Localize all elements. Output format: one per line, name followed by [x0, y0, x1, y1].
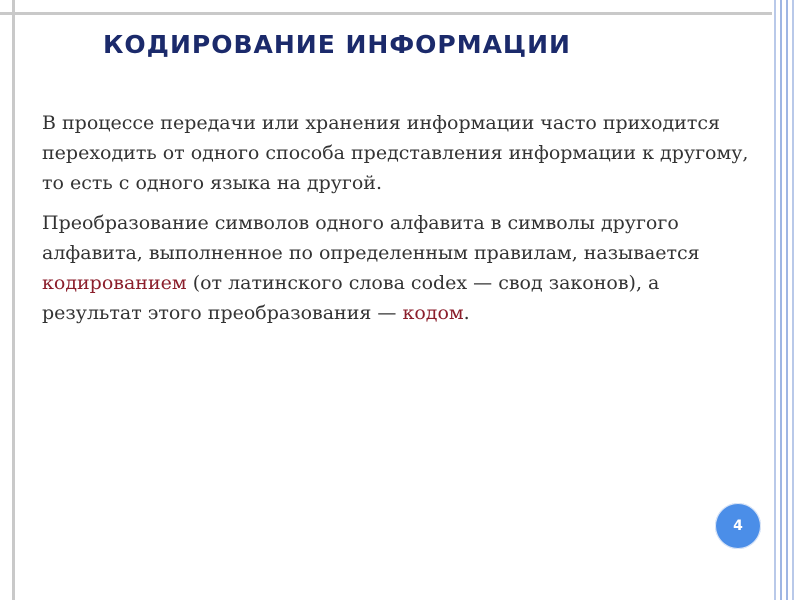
term-coding: кодированием: [42, 272, 187, 294]
term-code: кодом: [402, 302, 464, 324]
ribbon-stripe: [792, 0, 794, 600]
paragraph-2-part-2: (от латинского слова codex — свод законов), а результат этого преобразования —: [42, 272, 660, 324]
ribbon-stripe: [780, 0, 782, 600]
frame-left-line: [12, 0, 15, 600]
ribbon-stripe: [774, 0, 776, 600]
frame-top-line: [0, 12, 800, 15]
ribbon-stripe: [786, 0, 788, 600]
slide-body: [42, 108, 762, 328]
page-number: 4: [733, 518, 743, 534]
paragraph-2-part-1: Преобразование символов одного алфавита в символы другого алфавита, выполненное по определенным правилам, называется: [42, 212, 700, 264]
page-number-badge: [715, 503, 761, 549]
paragraph-1: В процессе передачи или хранения информации часто приходится переходить от одного способа представления информации к другому, то есть с одного языка на другой.: [42, 112, 749, 194]
paragraph-2: [42, 208, 762, 328]
right-decorative-ribbon: [772, 0, 800, 600]
slide-title: КОДИРОВАНИЕ ИНФОРМАЦИИ: [103, 30, 571, 59]
paragraph-2-part-3: .: [463, 302, 470, 324]
